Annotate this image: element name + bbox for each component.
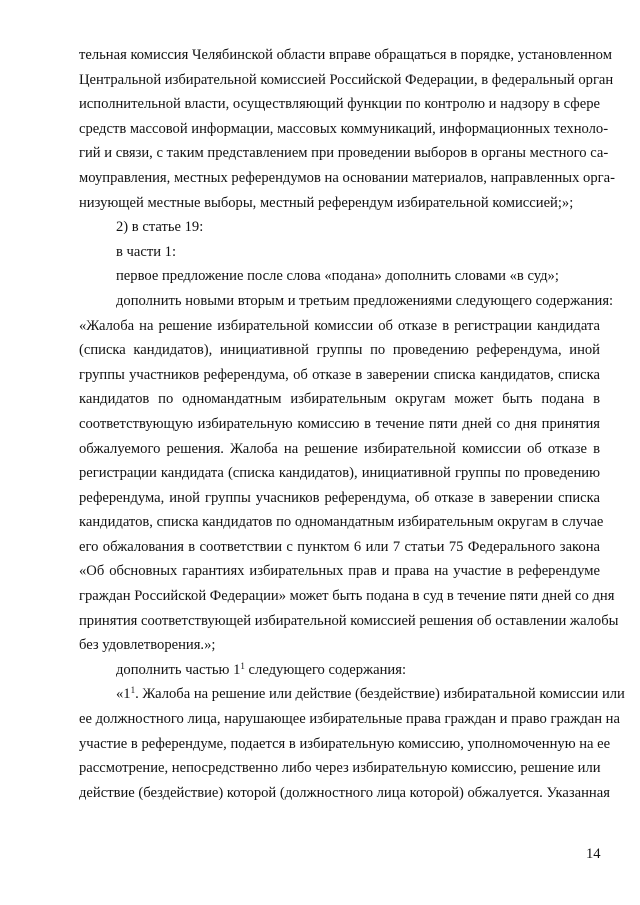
article-reference: 2) в статье 19: — [116, 219, 204, 236]
quoted-text-line: «Жалоба на решение избирательной комиссии об отказе в регистрации кандидата — [79, 317, 600, 334]
quoted-text-line: кандидатов, списка кандидатов по одномандатным избирательным округам в случае — [79, 514, 604, 531]
text-line: ее должностного лица, нарушающее избирательные права граждан и право граждан на — [79, 711, 620, 728]
text-line: рассмотрение, непосредственно либо через избирательную комиссию, решение или — [79, 760, 601, 777]
new-part-number: «1 — [116, 686, 131, 703]
quoted-text-line: соответствующую избирательную комиссию в течение пяти дней со дня принятия — [79, 415, 600, 432]
text-line: средств массовой информации, массовых коммуникаций, информационных техноло- — [79, 120, 609, 137]
add-part-text: дополнить частью 1 — [116, 661, 241, 678]
quoted-text-line: регистрации кандидата (списка кандидатов), инициативной группы по проведению — [79, 465, 600, 482]
text-line: гий и связи, с таким представлением при проведении выборов в органы местного са- — [79, 145, 609, 162]
text-line: моуправления, местных референдумов на основании материалов, направленных орга- — [79, 169, 615, 186]
quoted-text-line: референдума, иной группы учасников референдума, об отказе в заверении списка — [79, 489, 600, 506]
text-line: участие в референдуме, подается в избирательную комиссию, уполномоченную на ее — [79, 735, 611, 752]
quoted-text-line: без удовлетворения.»; — [79, 637, 216, 654]
text-line: исполнительной власти, осуществляющий функции по контролю и надзору в сфере — [79, 96, 600, 113]
text-line: Центральной избирательной комиссией Российской Федерации, в федеральный орган — [79, 71, 614, 88]
part-reference: в части 1: — [116, 243, 177, 260]
add-part-instruction — [79, 658, 600, 683]
quoted-text-line: кандидатов по одномандатным избирательным округам может быть подана в — [79, 391, 600, 408]
quoted-text-line: граждан Российской Федерации» может быть подана в суд в течение пяти дней со дня — [79, 588, 615, 605]
text-line: тельная комиссия Челябинской области вправе обращаться в порядке, установленном — [79, 47, 612, 63]
text-line: действие (бездействие) которой (должностного лица которой) обжалуется. Указанная — [79, 784, 610, 801]
page-number: 14 — [586, 846, 601, 862]
quoted-text-line: группы участников референдума, об отказе в заверении списка кандидатов, списка — [79, 366, 600, 383]
document-text-body — [79, 43, 625, 805]
amendment-instruction: дополнить новыми вторым и третьим предложениями следующего содержания: — [116, 292, 614, 309]
quoted-text-line: (списка кандидатов), инициативной группы по проведению референдума, иной — [79, 342, 600, 359]
quoted-text-line: обжалуемого решения. Жалоба на решение избирательной комиссии об отказе в — [79, 440, 600, 457]
add-part-text-end: следующего содержания: — [244, 661, 407, 678]
quoted-text-line: принятия соответствующей избирательной комиссией решения об оставлении жалобы — [79, 612, 619, 629]
amendment-instruction: первое предложение после слова «подана» дополнить словами «в суд»; — [116, 268, 559, 285]
new-part-first-line — [79, 682, 625, 707]
part-superscript: 1 — [240, 660, 245, 671]
new-part-superscript: 1 — [130, 685, 136, 696]
quoted-text-line: его обжалования в соответствии с пунктом 6 или 7 статьи 75 Федерального закона — [79, 538, 600, 555]
new-part-text: . Жалоба на решение или действие (бездействие) избиратальной комиссии или — [135, 686, 625, 703]
quoted-text-line: «Об обсновных гарантиях избирательных прав и права на участие в референдуме — [79, 563, 600, 580]
text-line: низующей местные выборы, местный референдум избирательной комиссией;»; — [79, 194, 574, 211]
